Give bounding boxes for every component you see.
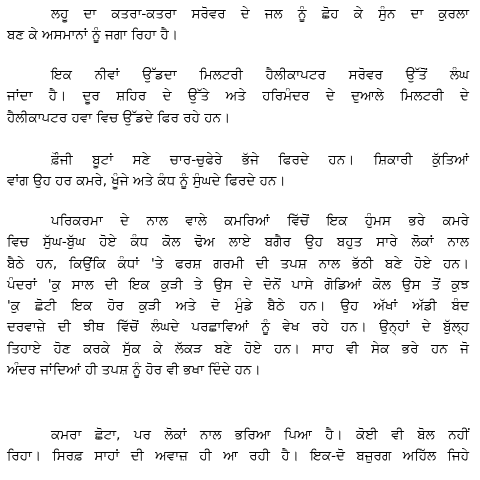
text-line: 'ਕੁ ਛੋਟੀ ਇਕ ਹੋਰ ਕੁੜੀ ਅਤੇ ਦੋ ਮੁੰਡੇ ਬੈਠੇ ਹਨ। ਉਹ ਅੱਖਾਂ ਅੱਡੀ ਬੰਦ bbox=[7, 298, 469, 315]
paragraph-3 bbox=[7, 150, 469, 193]
text-line: ਤਿਹਾਏ ਹੋਣ ਕਰਕੇ ਸੁੱਕ ਕੇ ਲੱਕੜ ਬਣੇ ਹੋਏ ਹਨ। ਸਾਹ ਵੀ ਸੇਕ ਭਰੇ ਹਨ ਜੋ bbox=[7, 340, 469, 357]
paragraph-2 bbox=[7, 65, 469, 129]
text-line: ਰਿਹਾ। ਸਿਰਫ਼ ਸਾਹਾਂ ਦੀ ਅਵਾਜ਼ ਹੀ ਆ ਰਹੀ ਹੈ। ਇਕ-ਦੋ ਬਜ਼ੁਰਗ ਅਹਿੱਲ ਜਿਹੇ bbox=[7, 448, 469, 465]
text-line: ਲਹੂ ਦਾ ਕਤਰਾ-ਕਤਰਾ ਸਰੋਵਰ ਦੇ ਜਲ ਨੂੰ ਛੋਹ ਕੇ ਸੁੰਨ ਦਾ ਕੁਰਲਾ bbox=[51, 6, 469, 22]
text-line: ਫ਼ੌਜੀ ਬੂਟਾਂ ਸਣੇ ਚਾਰ-ਚੁਫੇਰੇ ਭੱਜੇ ਫਿਰਦੇ ਹਨ। ਸ਼ਿਕਾਰੀ ਕੁੱਤਿਆਂ bbox=[51, 152, 469, 168]
text-line: ਹੈਲੀਕਾਪਟਰ ਹਵਾ ਵਿਚ ਉੱਡਦੇ ਫਿਰ ਰਹੇ ਹਨ। bbox=[7, 109, 231, 126]
text-line: ਬੈਠੇ ਹਨ, ਕਿਉਂਕਿ ਕੰਧਾਂ 'ਤੇ ਫਰਸ਼ ਗਰਮੀ ਦੀ ਤਪਸ਼ ਨਾਲ ਭੱਠੀ ਬਣੇ ਹੋਏ ਹਨ। bbox=[7, 255, 469, 272]
paragraph-4 bbox=[7, 211, 469, 381]
text-line: ਵਿਚ ਸੁੱਘ-ਬੁੱਘ ਹੋਏ ਕੰਧ ਕੋਲ ਢੋਅ ਲਾਏ ਬਗੈਰ ਉਹ ਬਹੁਤ ਸਾਰੇ ਲੋਕਾਂ ਨਾਲ bbox=[7, 234, 469, 251]
paragraph-5 bbox=[7, 425, 469, 468]
text-line: ਕਮਰਾ ਛੋਟਾ, ਪਰ ਲੋਕਾਂ ਨਾਲ ਭਰਿਆ ਪਿਆ ਹੈ। ਕੋਈ ਵੀ ਬੋਲ ਨਹੀਂ bbox=[51, 427, 469, 443]
text-line: ਇਕ ਨੀਵਾਂ ਉੱਡਦਾ ਮਿਲਟਰੀ ਹੈਲੀਕਾਪਟਰ ਸਰੋਵਰ ਉੱਤੋਂ ਲੰਘ bbox=[51, 67, 469, 83]
text-line: ਪਰਿਕਰਮਾ ਦੇ ਨਾਲ ਵਾਲੇ ਕਮਰਿਆਂ ਵਿੱਚੋਂ ਇਕ ਹੁੰਮਸ ਭਰੇ ਕਮਰੇ bbox=[51, 213, 469, 229]
paragraph-1 bbox=[7, 4, 469, 47]
text-line: ਜਾਂਦਾ ਹੈ। ਦੂਰ ਸ਼ਹਿਰ ਦੇ ਉੱਤੇ ਅਤੇ ਹਰਿਮੰਦਰ ਦੇ ਦੁਆਲੇ ਮਿਲਟਰੀ ਦੇ bbox=[7, 88, 469, 105]
text-line: ਵਾਂਗ ਉਹ ਹਰ ਕਮਰੇ, ਖੂੰਜੇ ਅਤੇ ਕੰਧ ਨੂੰ ਸੁੰਘਦੇ ਫਿਰਦੇ ਹਨ। bbox=[7, 173, 286, 190]
text-line: ਦਰਵਾਜ਼ੇ ਦੀ ਝੀਥ ਵਿੱਚੋਂ ਲੰਘਦੇ ਪਰਛਾਵਿਆਂ ਨੂੰ ਵੇਖ ਰਹੇ ਹਨ। ਉਨ੍ਹਾਂ ਦੇ ਬੁੱਲ੍ਹ bbox=[7, 319, 469, 336]
text-line: ਅੰਦਰ ਜਾਂਦਿਆਂ ਹੀ ਤਪਸ਼ ਨੂੰ ਹੋਰ ਵੀ ਭਖਾ ਦਿੰਦੇ ਹਨ। bbox=[7, 362, 261, 379]
text-line: ਪੰਦਰਾਂ 'ਕੁ ਸਾਲ ਦੀ ਇਕ ਕੁੜੀ ਤੇ ਉਸ ਦੇ ਦੋਨੋਂ ਪਾਸੇ ਗੋਡਿਆਂ ਕੋਲ ਉਸ ਤੋਂ ਕੁਝ bbox=[7, 276, 469, 293]
text-line: ਬਣ ਕੇ ਅਸਮਾਨਾਂ ਨੂੰ ਜਗਾ ਰਿਹਾ ਹੈ। bbox=[7, 27, 178, 44]
